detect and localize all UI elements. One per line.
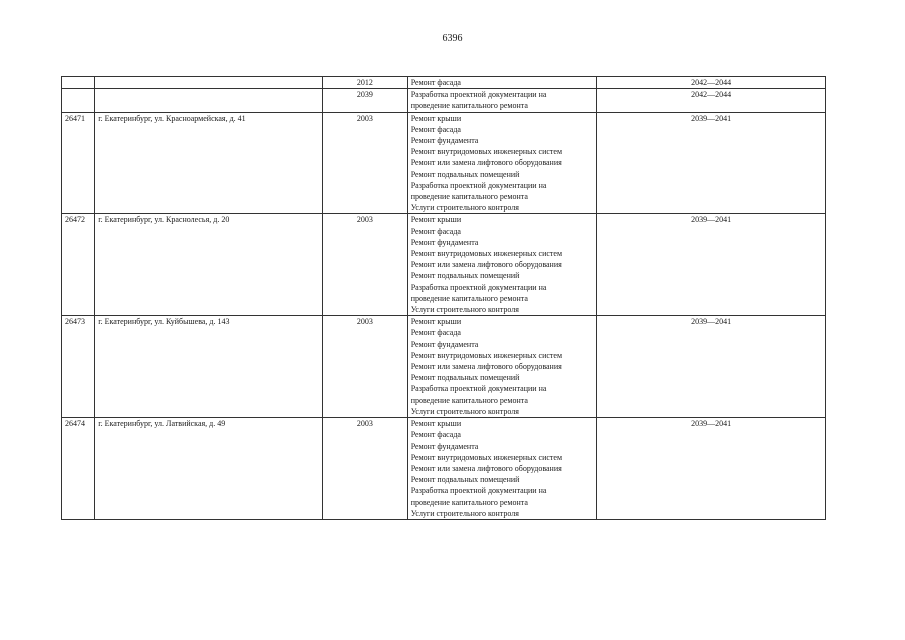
work-item: проведение капитального ремонта bbox=[410, 293, 528, 303]
work-item: Ремонт крыши bbox=[410, 215, 462, 225]
table-body bbox=[62, 77, 826, 520]
repair-schedule-table bbox=[61, 76, 826, 520]
address-cell bbox=[95, 89, 323, 112]
table-row bbox=[62, 112, 826, 214]
works-cell bbox=[407, 89, 596, 112]
number-cell bbox=[62, 77, 95, 89]
works-cell bbox=[407, 418, 596, 520]
year-cell: 2003 bbox=[323, 112, 408, 214]
work-item: Ремонт фундамента bbox=[410, 136, 479, 146]
work-item: Ремонт или замена лифтового оборудования bbox=[410, 463, 562, 473]
work-item: Разработка проектной документации на bbox=[410, 180, 547, 190]
work-item: Услуги строительного контроля bbox=[410, 406, 519, 416]
work-item: проведение капитального ремонта bbox=[410, 395, 528, 405]
work-item: Ремонт подвальных помещений bbox=[410, 475, 520, 485]
table-row bbox=[62, 89, 826, 112]
year-cell: 2012 bbox=[323, 77, 408, 89]
work-item: Услуги строительного контроля bbox=[410, 203, 519, 213]
table-row bbox=[62, 77, 826, 89]
work-item: Ремонт внутридомовых инженерных систем bbox=[410, 452, 563, 462]
work-item: Ремонт фундамента bbox=[410, 441, 479, 451]
table-row bbox=[62, 418, 826, 520]
period-cell: 2039—2041 bbox=[597, 316, 826, 418]
work-item: Ремонт крыши bbox=[410, 317, 462, 327]
work-item: Услуги строительного контроля bbox=[410, 305, 519, 315]
work-item: проведение капитального ремонта bbox=[410, 101, 528, 111]
work-item: Ремонт фасада bbox=[410, 328, 461, 338]
address-cell: г. Екатеринбург, ул. Краснолесья, д. 20 bbox=[95, 214, 323, 316]
works-cell bbox=[407, 214, 596, 316]
table-row bbox=[62, 214, 826, 316]
table-row bbox=[62, 316, 826, 418]
address-cell: г. Екатеринбург, ул. Латвийская, д. 49 bbox=[95, 418, 323, 520]
period-cell: 2039—2041 bbox=[597, 418, 826, 520]
works-cell bbox=[407, 316, 596, 418]
number-cell: 26474 bbox=[62, 418, 95, 520]
work-item: Ремонт внутридомовых инженерных систем bbox=[410, 249, 563, 259]
works-cell bbox=[407, 77, 596, 89]
period-cell: 2039—2041 bbox=[597, 112, 826, 214]
number-cell: 26471 bbox=[62, 112, 95, 214]
work-item: проведение капитального ремонта bbox=[410, 497, 528, 507]
year-cell: 2003 bbox=[323, 214, 408, 316]
works-cell bbox=[407, 112, 596, 214]
work-item: Разработка проектной документации на bbox=[410, 486, 547, 496]
work-item: Разработка проектной документации на bbox=[410, 384, 547, 394]
work-item: Ремонт крыши bbox=[410, 419, 462, 429]
work-item: проведение капитального ремонта bbox=[410, 192, 528, 202]
address-cell: г. Екатеринбург, ул. Куйбышева, д. 143 bbox=[95, 316, 323, 418]
work-item: Ремонт фасада bbox=[410, 430, 461, 440]
page-number: 6396 bbox=[442, 33, 463, 44]
work-item: Ремонт фундамента bbox=[410, 237, 479, 247]
work-item: Ремонт крыши bbox=[410, 113, 462, 123]
work-item: Ремонт фасада bbox=[410, 124, 461, 134]
work-item: Разработка проектной документации на bbox=[410, 90, 547, 100]
work-item: Ремонт подвальных помещений bbox=[410, 373, 520, 383]
number-cell: 26473 bbox=[62, 316, 95, 418]
work-item: Ремонт или замена лифтового оборудования bbox=[410, 362, 562, 372]
work-item: Ремонт или замена лифтового оборудования bbox=[410, 260, 562, 270]
work-item: Ремонт фасада bbox=[410, 78, 461, 87]
year-cell: 2003 bbox=[323, 316, 408, 418]
period-cell: 2039—2041 bbox=[597, 214, 826, 316]
work-item: Ремонт фасада bbox=[410, 226, 461, 236]
work-item: Ремонт подвальных помещений bbox=[410, 169, 520, 179]
number-cell bbox=[62, 89, 95, 112]
year-cell: 2003 bbox=[323, 418, 408, 520]
work-item: Ремонт подвальных помещений bbox=[410, 271, 520, 281]
address-cell bbox=[95, 77, 323, 89]
number-cell: 26472 bbox=[62, 214, 95, 316]
address-cell: г. Екатеринбург, ул. Красноармейская, д. 41 bbox=[95, 112, 323, 214]
period-cell: 2042—2044 bbox=[597, 77, 826, 89]
work-item: Ремонт внутридомовых инженерных систем bbox=[410, 147, 563, 157]
work-item: Ремонт или замена лифтового оборудования bbox=[410, 158, 562, 168]
work-item: Разработка проектной документации на bbox=[410, 282, 547, 292]
year-cell: 2039 bbox=[323, 89, 408, 112]
work-item: Ремонт фундамента bbox=[410, 339, 479, 349]
period-cell: 2042—2044 bbox=[597, 89, 826, 112]
work-item: Ремонт внутридомовых инженерных систем bbox=[410, 350, 563, 360]
work-item: Услуги строительного контроля bbox=[410, 508, 519, 518]
